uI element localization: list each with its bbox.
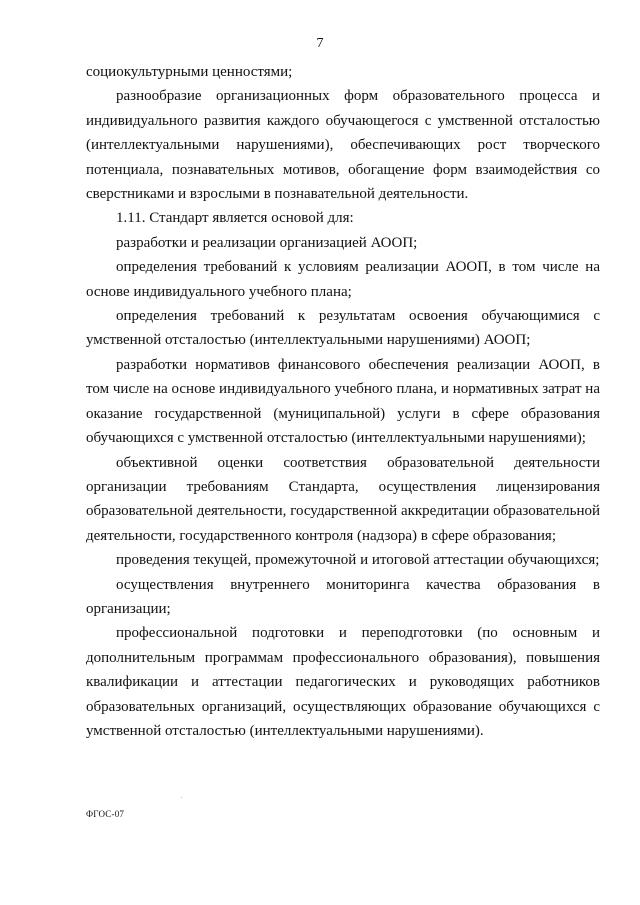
paragraph: разработки нормативов финансового обеспечения реализации АООП, в том числе на основе индивидуального учебного плана, и нормативных затрат на оказание государственной (муниципальной) услуги в сфере образования обучающихся с умственной отсталостью (интеллектуальными нарушениями); [86, 356, 600, 447]
body-text [86, 60, 600, 743]
paragraph: осуществления внутреннего мониторинга качества образования в организации; [86, 576, 600, 617]
paragraph: определения требований к условиям реализации АООП, в том числе на основе индивидуального учебного плана; [86, 259, 600, 300]
paragraph: разработки и реализации организацией АООП; [116, 234, 418, 251]
paragraph: 1.11. Стандарт является основой для: [116, 210, 354, 227]
footer-code: ФГОС-07 [86, 809, 125, 819]
paragraph: определения требований к результатам освоения обучающимися с умственной отсталостью (интеллектуальными нарушениями) АООП; [86, 308, 600, 349]
scan-speck [181, 797, 182, 798]
paragraph: профессиональной подготовки и переподготовки (по основным и дополнительным программам профессионального образования), повышения квалификации и аттестации педагогических и руководящих работников образовательных организаций, осуществляющих образование обучающихся с умственной отсталостью (интеллектуальными нарушениями). [86, 625, 600, 739]
paragraph: объективной оценки соответствия образовательной деятельности организации требованиям Стандарта, осуществления лицензирования образовательной деятельности, государственной аккредитации образовательной деятельности, государственного контроля (надзора) в сфере образования; [86, 454, 600, 544]
page-number: 7 [316, 36, 324, 51]
paragraph: социокультурными ценностями; [86, 64, 293, 80]
paragraph: разнообразие организационных форм образовательного процесса и индивидуального развития каждого обучающегося с умственной отсталостью (интеллектуальными нарушениями), обеспечивающих рост творческого потенциала, познавательных мотивов, обогащение форм взаимодействия со сверстниками и взрослыми в познавательной деятельности. [86, 88, 600, 203]
paragraph: проведения текущей, промежуточной и итоговой аттестации обучающихся; [116, 552, 600, 569]
